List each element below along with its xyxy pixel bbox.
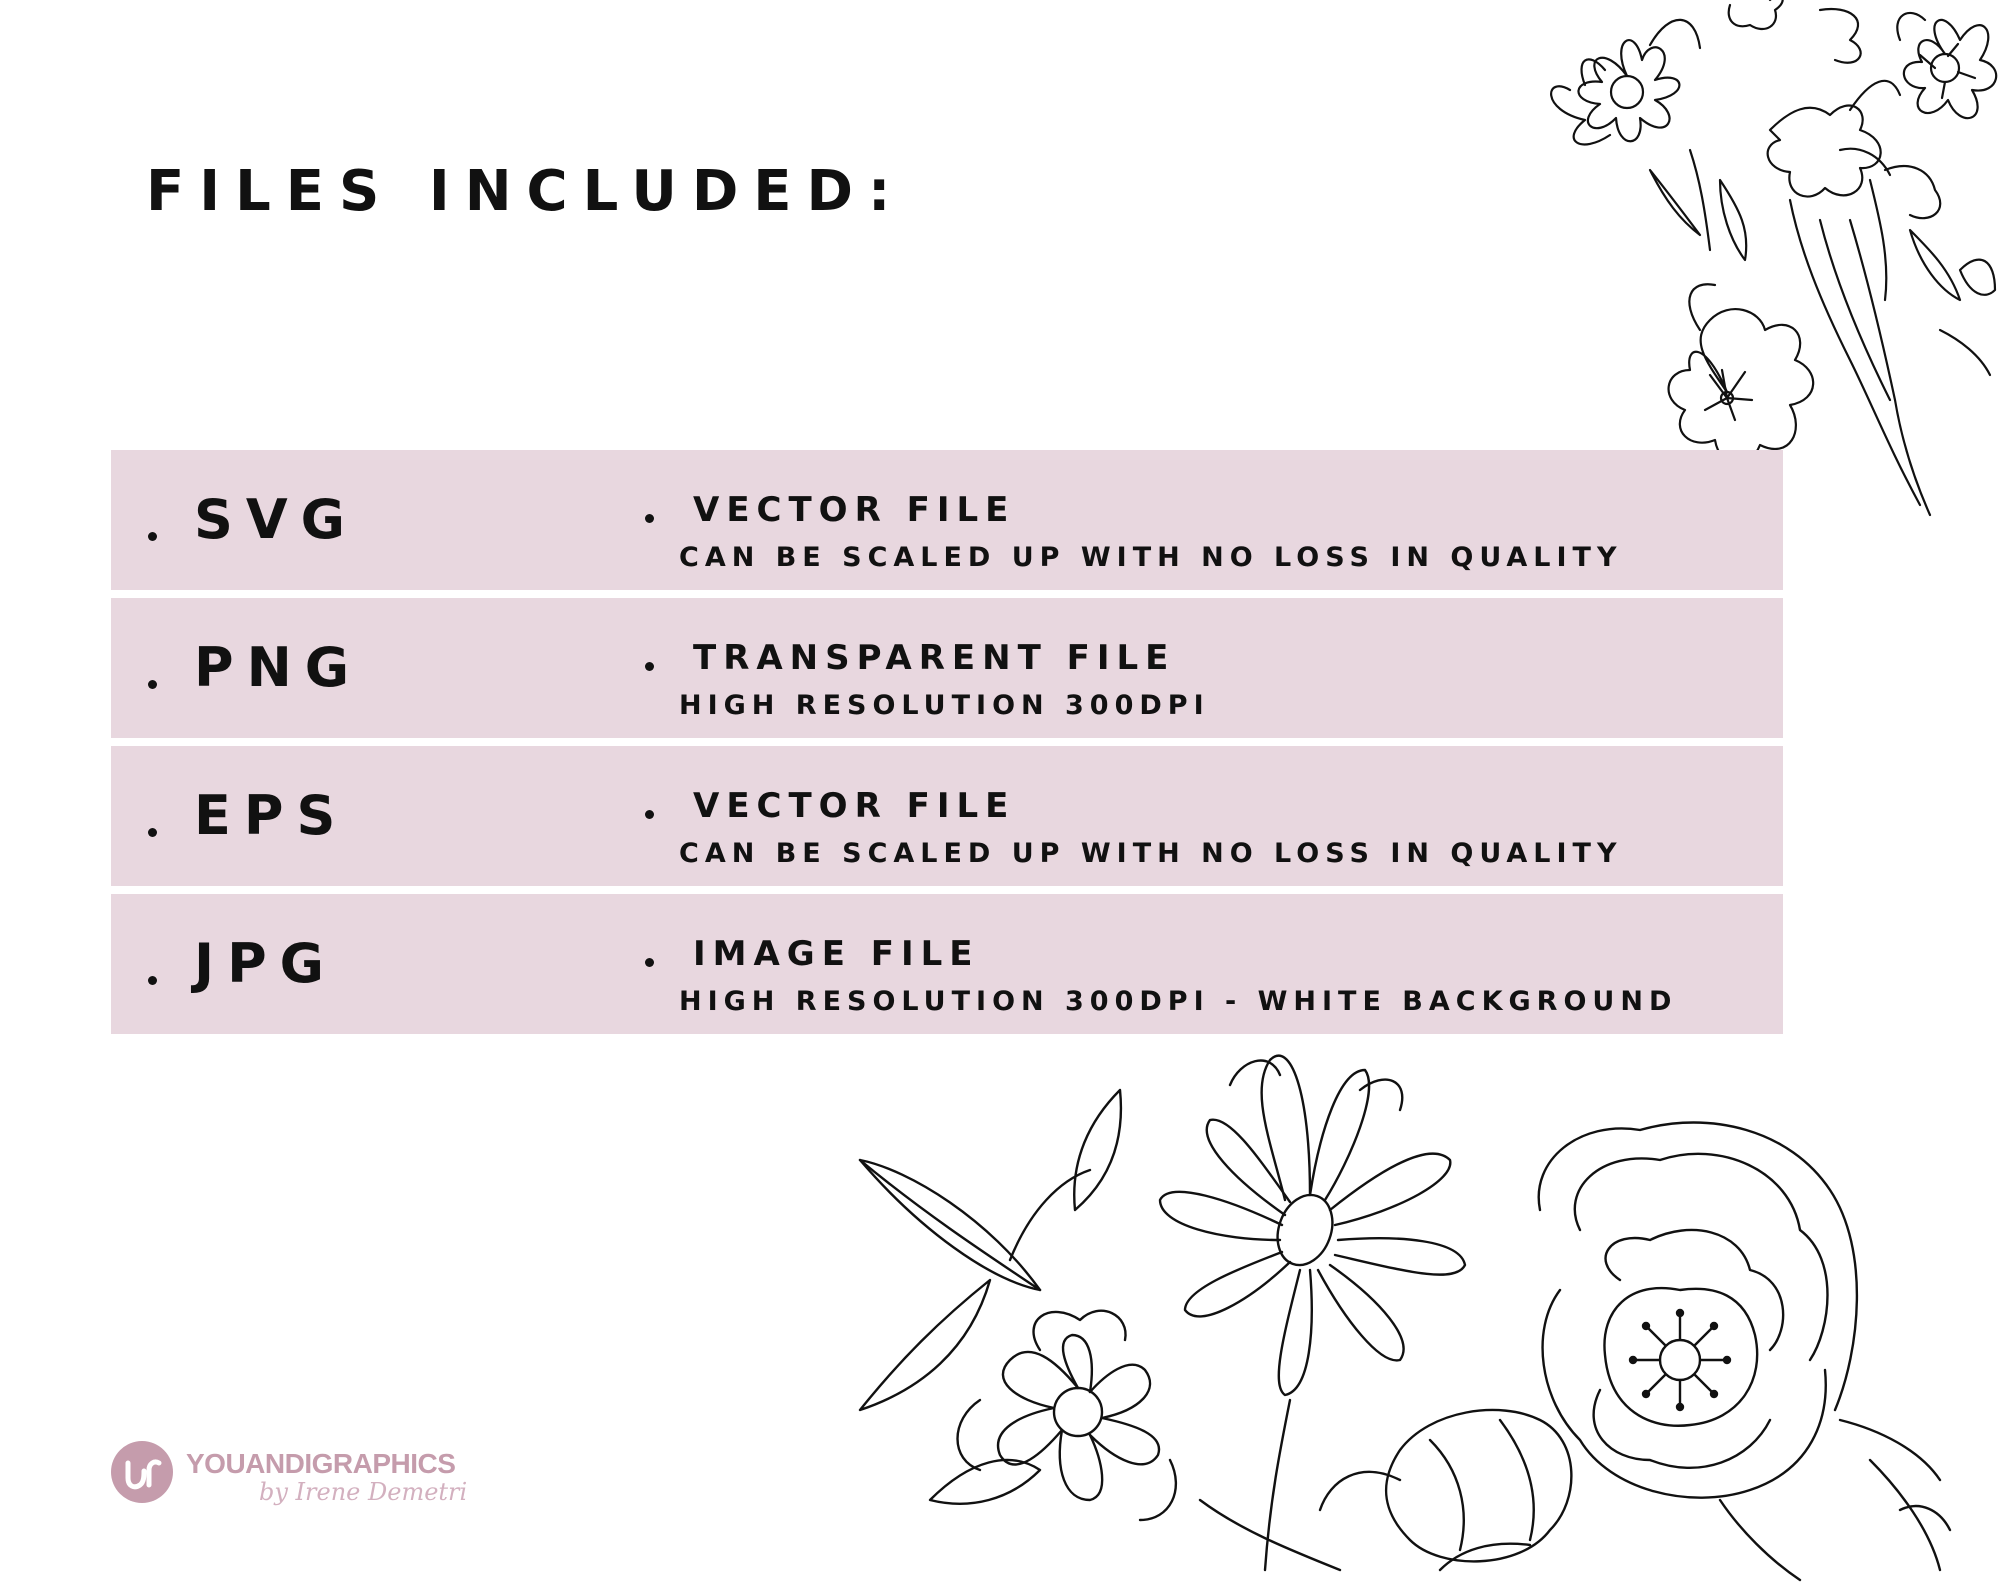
floral-top-icon — [1490, 0, 2000, 525]
brand-signature: by Irene Demetri — [259, 1478, 468, 1506]
file-format-label: PNG — [194, 636, 363, 699]
bullet-dot-icon — [148, 976, 157, 985]
file-row-eps — [111, 746, 1783, 886]
file-description-text: HIGH RESOLUTION 300DPI - WHITE BACKGROUND — [679, 986, 1678, 1017]
files-table — [111, 450, 1783, 1042]
file-description-title: TRANSPARENT FILE — [693, 638, 1176, 678]
brand-name: YOUANDIGRAPHICS — [186, 1448, 456, 1479]
file-description-text: HIGH RESOLUTION 300DPI — [679, 690, 1210, 721]
file-description-text: CAN BE SCALED UP WITH NO LOSS IN QUALITY — [679, 542, 1623, 573]
brand-logo-mark — [111, 1441, 173, 1503]
floral-illustration-top — [1490, 0, 2000, 525]
file-format-label: SVG — [194, 488, 359, 551]
bullet-dot-icon — [645, 514, 654, 523]
file-row-jpg — [111, 894, 1783, 1034]
page-title: FILES INCLUDED: — [146, 159, 906, 224]
bullet-dot-icon — [148, 828, 157, 837]
file-description-title: VECTOR FILE — [693, 490, 1016, 530]
file-description-title: VECTOR FILE — [693, 786, 1016, 826]
brand-logo-icon — [111, 1441, 173, 1503]
brand-watermark — [111, 1440, 471, 1515]
bullet-dot-icon — [645, 958, 654, 967]
bullet-dot-icon — [148, 680, 157, 689]
bullet-dot-icon — [645, 662, 654, 671]
floral-bottom-icon — [840, 1030, 2000, 1588]
bullet-dot-icon — [645, 810, 654, 819]
file-description-title: IMAGE FILE — [693, 934, 980, 974]
floral-illustration-bottom — [840, 1030, 2000, 1588]
file-row-svg — [111, 450, 1783, 590]
bullet-dot-icon — [148, 532, 157, 541]
file-row-png — [111, 598, 1783, 738]
file-description-text: CAN BE SCALED UP WITH NO LOSS IN QUALITY — [679, 838, 1623, 869]
file-format-label: EPS — [194, 784, 349, 847]
file-format-label: JPG — [194, 932, 337, 995]
